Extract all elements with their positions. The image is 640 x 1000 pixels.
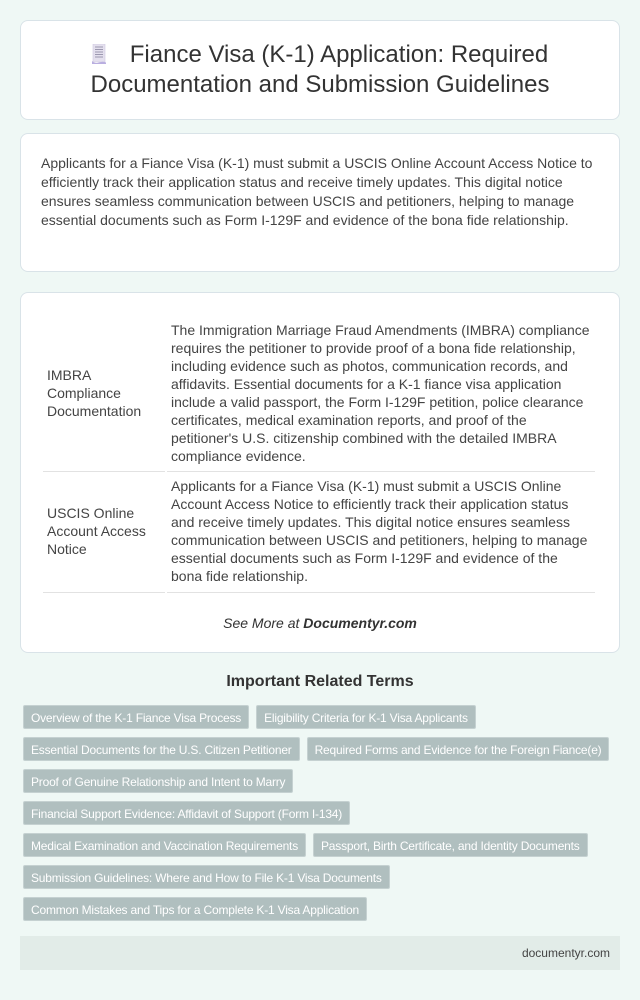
table-row <box>43 313 595 472</box>
table-card <box>20 292 620 653</box>
footer-site[interactable]: documentyr.com <box>521 946 610 960</box>
related-term-tag[interactable]: Proof of Genuine Relationship and Intent to Marry <box>23 769 293 793</box>
related-term-tag[interactable]: Submission Guidelines: Where and How to File K-1 Visa Documents <box>23 865 390 889</box>
related-term-tag[interactable]: Overview of the K-1 Fiance Visa Process <box>23 705 249 729</box>
term-cell: IMBRA Compliance Documentation <box>43 313 165 472</box>
description-cell: Applicants for a Fiance Visa (K-1) must submit a USCIS Online Account Access Notice to efficiently track their application status and receive timely updates. This digital notice ensures seamless communication between USCIS and petitioners, helping to manage essential documents such as Form I-129F and evidence of the bona fide relationship. <box>167 472 595 593</box>
intro-card <box>20 133 620 272</box>
related-term-tag[interactable]: Financial Support Evidence: Affidavit of Support (Form I-134) <box>23 801 350 825</box>
see-more-prefix: See More at <box>223 615 304 631</box>
header-card <box>20 20 620 120</box>
table-row <box>43 472 595 593</box>
intro-text: Applicants for a Fiance Visa (K-1) must submit a USCIS Online Account Access Notice to efficiently track their application status and receive timely updates. This digital notice ensures seamless communication between USCIS and petitioners, helping to manage essential documents such as Form I-129F and evidence of the bona fide relationship. <box>41 155 593 228</box>
footer <box>20 936 620 970</box>
document-icon <box>92 44 106 64</box>
related-term-tag[interactable]: Essential Documents for the U.S. Citizen Petitioner <box>23 737 300 761</box>
related-term-tag[interactable]: Eligibility Criteria for K-1 Visa Applicants <box>256 705 476 729</box>
related-terms-list <box>23 705 623 921</box>
term-cell: USCIS Online Account Access Notice <box>43 472 165 593</box>
description-cell: The Immigration Marriage Fraud Amendments (IMBRA) compliance requires the petitioner to provide proof of a bona fide relationship, including evidence such as photos, communication records, and affidavits. Essential documents for a K-1 fiance visa application include a valid passport, the Form I-129F petition, police clearance certificates, medical examination reports, and proof of the petitioner's U.S. citizenship combined with the detailed IMBRA compliance evidence. <box>167 313 595 472</box>
see-more-link[interactable] <box>41 615 599 631</box>
page-title <box>85 40 555 100</box>
related-term-tag[interactable]: Medical Examination and Vaccination Requirements <box>23 833 306 857</box>
see-more-site: Documentyr.com <box>303 615 417 631</box>
related-terms-title: Important Related Terms <box>226 673 414 690</box>
related-term-tag[interactable]: Required Forms and Evidence for the Foreign Fiance(e) <box>307 737 610 761</box>
info-table <box>41 313 597 593</box>
related-term-tag[interactable]: Passport, Birth Certificate, and Identity Documents <box>313 833 588 857</box>
related-term-tag[interactable]: Common Mistakes and Tips for a Complete K-1 Visa Application <box>23 897 367 921</box>
page-title-text: Fiance Visa (K-1) Application: Required Documentation and Submission Guidelines <box>90 41 550 98</box>
